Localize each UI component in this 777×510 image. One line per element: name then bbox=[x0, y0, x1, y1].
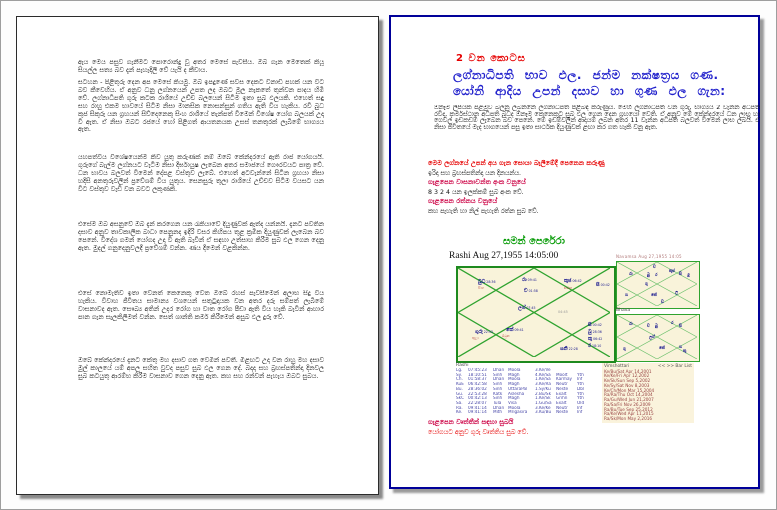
navamsa-header: Navamsa Aug 27,1955 14:05 bbox=[616, 254, 682, 259]
table-cell: Ke. bbox=[456, 410, 463, 415]
planet-label: ල bbox=[675, 289, 678, 294]
chart-caption: Rashi Aug 27,1955 14:05:00 bbox=[449, 251, 559, 261]
planet-label: ච bbox=[647, 323, 650, 328]
dasha-title: Vimshottari bbox=[604, 364, 630, 369]
planet-label: කේ $^{09:41}$ bbox=[506, 327, 524, 333]
planet-label: කු bbox=[683, 348, 687, 353]
table-cell: Moola bbox=[508, 368, 521, 372]
table-cell: Grihn bbox=[556, 396, 568, 401]
table-cell: Ra. bbox=[456, 405, 463, 410]
table-cell: Magh bbox=[508, 372, 520, 377]
planet-label: සි $^{00:42}$ bbox=[596, 282, 610, 288]
table-cell: Dbl bbox=[577, 386, 585, 391]
table-cell: 1.Sy/Ku bbox=[535, 386, 551, 391]
table-cell: Inf bbox=[577, 377, 583, 382]
rashi-chart bbox=[456, 266, 616, 363]
table-row bbox=[456, 410, 608, 415]
table-cell: Yth bbox=[577, 391, 584, 396]
dasha-row: Ra/Bu/Tue Sep 25,2012 bbox=[604, 406, 653, 412]
table-cell: Moola bbox=[508, 405, 521, 410]
positions-table-header: Rashi bbox=[456, 363, 469, 368]
table-cell: UttaraPal bbox=[508, 386, 528, 391]
table-cell: Mith bbox=[493, 410, 503, 415]
body-paragraph: ඔබේ කේන්දරයේ දැනට කේතු මහ දසාව ගත වෙමින් පවතී. මීළඟට උදා වන රාහු මහ දසාව මුල් කාලයේ යම් අපල සහිත වුවද පසුව සුබ ඵල ගෙන දේ. බදාදා සහ බ්‍රහස්පතින්දා දිනවල සුබ කටයුතු ආරම්භ කිරීම වාසනාව ගෙන දෙනු ඇත. කහ සහ රන්වන් පැහැය ඔබට සුබය. bbox=[78, 357, 324, 380]
planet-degree: 18:10 bbox=[591, 344, 602, 348]
table-cell: 09:41:14 bbox=[468, 405, 487, 410]
body-paragraph: යහපත්විය විශේෂයෙන්ම කිව යුතු කරුණක් නම් ඔබේ කේන්දරයේ ඇති රාජ යෝගයයි. ගුරුගේ බැල්ම ලග්නයට වැටීම නිසා දීර්ඝායුෂ ලැබෙන අතර සමාජයේ ගෞරවයට පාත්‍ර වේ. ධන භාවය බලවත් වීමෙන් දේපළ වස්තුව ලැබේ. එහෙත් අටවැන්නේ සිටින ග්‍රහයා නිසා හදිසි අනතුරුවලින් ප්‍රවේශම් විය යුතුය. සෙනසුරු තුලා රාශියේ උච්චව සිටීම වයසට යන විට වස්තුව වැඩි වන බවට ලකුණකි. bbox=[78, 154, 324, 193]
part-heading: 2 වන කොටස bbox=[456, 53, 526, 64]
table-cell: 1.Ke/Sk bbox=[535, 396, 551, 401]
attribute-line: 8 3 2 4 යන ඉලක්කම් සුබ අංක වේ. bbox=[428, 188, 524, 196]
table-cell: 18:10:51 bbox=[468, 372, 487, 377]
table-cell: Katk bbox=[493, 391, 503, 396]
planet-degree: 22:53 bbox=[482, 330, 493, 334]
dasha-row: Ke/Ch/Mon Mar 15,2004 bbox=[604, 387, 655, 393]
planet-label: ශ bbox=[679, 344, 682, 349]
table-cell: 3.Ke/Ra bbox=[535, 382, 551, 387]
dasha-row: Ra/Sa/Fri Nov 26,2009 bbox=[604, 401, 651, 407]
footer-line: යෝගයට අනුව ගුරු වෘත්තිය සුබ වේ. bbox=[428, 428, 529, 436]
attribute-line: ගැළපෙන රත්නය වනුයේ bbox=[428, 197, 498, 206]
table-cell: 1.Gu/Sa bbox=[535, 400, 552, 405]
table-cell: 00:42:13 bbox=[468, 396, 487, 401]
table-cell: Neutr bbox=[556, 405, 568, 410]
bhava-label: Bhava bbox=[616, 308, 631, 313]
planet-degree: 07:45 bbox=[525, 306, 536, 310]
planet-label: කු $^{06:42}$ bbox=[588, 336, 603, 342]
table-cell: Ch. bbox=[456, 377, 463, 382]
planet-label: සි $^{00:42}$ bbox=[588, 322, 602, 328]
table-cell: Magh bbox=[508, 396, 520, 401]
dasha-row: Ke/Sk/Sun Sep 5,2002 bbox=[604, 378, 651, 383]
table-cell: 28:36:02 bbox=[468, 386, 487, 391]
planet-label: රා bbox=[629, 321, 633, 326]
table-cell: 4.Ke/Sa bbox=[535, 372, 551, 377]
table-cell: Neste bbox=[556, 386, 569, 391]
navamsa-grid-icon bbox=[617, 262, 697, 306]
table-cell: Neste bbox=[556, 410, 569, 415]
table-cell: Sinh bbox=[493, 386, 503, 391]
main-title-line1: ලග්නාධිපති භාව ඵල. ජන්ම නක්ෂත්‍රය ගණ. bbox=[453, 68, 719, 82]
planet-degree: 28:36 bbox=[485, 280, 496, 284]
attribute-lines bbox=[428, 159, 758, 217]
planet-label: ගුරු $^{22:53}$ bbox=[475, 329, 493, 335]
bhava-chart bbox=[616, 314, 700, 362]
table-cell: 06:42:58 bbox=[468, 382, 487, 387]
attribute-line: ඉරිදා සහ බ්‍රහස්පතින්දා යන දිනයන්ය. bbox=[428, 169, 522, 177]
main-title bbox=[453, 68, 753, 99]
planet-label: ච $^{01:58}$ bbox=[524, 288, 538, 294]
intro-paragraph: ඕනෑම ලිපියක පළමුව බලනු ලබන්නේ ලග්නාධිපති පිළිබඳ කරුණුය. මෙහි ලග්නාධිපති වන ගුරු, භාග්‍යය 2 වැන්න අධිපති රවිද, කර්මස්ථාන අධිපති බුධද ඕනෑම කෙනෙකුට සුබ ඵල ගෙන දෙන ග්‍රහයෝ වෙති. ඒ අනුව මේ කේන්දරයේ ධන ලාභ හා ගෙවල් ඉඩකඩම් ලැබෙන බව පෙනේ. මේ ඉඩම්වලින් ආදායම් ලබන අතර 11 වැන්න අධිපති බලවත් වීමෙන් ලාභ ලබයි. ඒ නිසා ජීවිතයේ මැද භාගයෙන් පසු ඉතා සාර්ථක දියුණුවක් ළඟා කර ගත හැකි වනු ඇත. bbox=[434, 105, 760, 132]
dasha-list bbox=[602, 363, 694, 423]
table-cell: 3.Ku/Bu bbox=[535, 410, 552, 415]
planet-label: ශනි $^{22:28}$ bbox=[560, 346, 578, 352]
planet-label: ගු bbox=[645, 281, 648, 286]
planet-label: බුධ $^{28:36}$ bbox=[478, 279, 496, 285]
table-cell: Yth bbox=[577, 396, 584, 401]
footer-lines bbox=[428, 417, 748, 437]
dasha-row: Ra/Ra/Thu Oct 14,2004 bbox=[604, 392, 653, 398]
planet-label: රා $^{09:41}$ bbox=[522, 277, 537, 283]
planet-positions-table bbox=[456, 363, 608, 415]
planet-label: ඩ bbox=[661, 299, 664, 304]
dasha-row: Ke/Sy/Sat Nov 8,2003 bbox=[604, 382, 650, 388]
planet-label: ච bbox=[653, 264, 656, 269]
left-page-text bbox=[78, 59, 324, 418]
chart-person-name: සමන් පෙරේරා bbox=[503, 236, 565, 247]
planet-degree: 06:42 bbox=[592, 337, 603, 341]
table-cell: Dhan bbox=[493, 368, 505, 372]
table-cell: Sa. bbox=[456, 400, 463, 405]
planet-label: රා bbox=[629, 271, 633, 276]
table-cell: Lg. bbox=[456, 368, 463, 372]
table-cell: Tula bbox=[493, 400, 502, 405]
planet-label: 04:45 bbox=[558, 310, 568, 314]
table-cell: Exalt bbox=[556, 391, 567, 396]
table-cell: Sinh bbox=[493, 396, 503, 401]
planet-degree: 00:42 bbox=[599, 283, 610, 287]
body-paragraph: ඇය මෙය පසුව ගැනීමට පොරොන්දු වූ අතර මෙසේ පැවසීය. ඔබ ගැන මෙතෙක් කියූ සියල්ල සත්‍ය බව දැන් පැහැදිලි වේ යැයි ද කීවාය. bbox=[78, 59, 324, 74]
table-cell: Sy. bbox=[456, 372, 462, 377]
body-paragraph: එසේ නොමැතිව ඉතා වෙනත් කෙනෙකු වෙත ඔබේ රහස් පැවසීමෙන් අලාභ සිදු විය හැකිය. විවාහ ජීවිතය සාමාන්‍ය වශයෙන් සතුටුදායක වන අතර දරු සම්පත් ලැබීමේ වාසනාවද ඇත. සෞඛ්‍ය අතින් උදර රෝග හා වාත රෝග පීඩා ඇති විය හැකි බැවින් ආහාර පාන ගැන සැලකිලිමත් වන්න. සෙත් ශාන්ති කර්ම කිරීමෙන් අසුබ ඵල දුරු වේ. bbox=[78, 290, 324, 321]
planet-degree: 06:42 bbox=[571, 279, 582, 283]
planet-label: ලග් bbox=[649, 334, 655, 339]
table-cell: 22:28:07 bbox=[468, 400, 487, 405]
planet-label: කේ bbox=[651, 292, 657, 297]
page-left[interactable] bbox=[16, 16, 379, 495]
table-cell: Exalt bbox=[556, 400, 567, 405]
planet-degree: 01:58 bbox=[527, 289, 538, 293]
table-cell: KuE bbox=[456, 382, 464, 387]
table-cell: Magh bbox=[508, 382, 520, 387]
table-cell: Aslesha bbox=[508, 391, 525, 396]
planet-degree: 22:28 bbox=[567, 347, 578, 351]
table-cell: 2.Bu/Sk bbox=[535, 391, 552, 396]
table-cell: 1.Ke/Sa bbox=[535, 377, 551, 382]
navamsa-chart bbox=[616, 261, 700, 309]
planet-label: ශ bbox=[625, 292, 628, 297]
table-cell: Inf bbox=[577, 405, 583, 410]
table-cell: Old bbox=[577, 400, 585, 405]
table-cell: Moolt bbox=[556, 372, 568, 377]
planet-label: කුජ bbox=[669, 268, 675, 273]
page-right[interactable] bbox=[389, 15, 760, 489]
table-cell: Dhan bbox=[493, 377, 505, 382]
planet-degree: 09:41 bbox=[526, 278, 537, 282]
table-cell: Bu. bbox=[456, 386, 463, 391]
planet-degree: 09:41 bbox=[513, 328, 524, 332]
table-cell: 3.Ke/Ke bbox=[535, 405, 551, 410]
planet-label: සි bbox=[679, 323, 682, 328]
attribute-line: කහ පැහැති හා නිල් පැහැති රත්න සුබ වේ. bbox=[428, 207, 539, 215]
table-cell: Visa bbox=[508, 400, 517, 405]
table-cell: Inf bbox=[577, 410, 583, 415]
table-cell: Yth bbox=[577, 382, 584, 387]
dasha-row: Ra/Gu/Wed Jun 21,2007 bbox=[604, 397, 654, 402]
planet-label: කුජ $^{06:42}$ bbox=[564, 278, 582, 284]
table-cell: Sinh bbox=[493, 372, 503, 377]
table-cell: Moola bbox=[508, 377, 521, 382]
planet-label: බු bbox=[655, 323, 658, 328]
footer-line: ගැළපෙන වෘත්තීන් සඳහා සුබයි bbox=[428, 418, 514, 426]
planet-degree: 28:36 bbox=[591, 330, 602, 334]
table-cell: Yth bbox=[577, 372, 584, 377]
dasha-row: Ra/Sk/Mon May 2,2016 bbox=[604, 416, 653, 421]
dasha-row: Ke/Ke/Fri Apr 12,2002 bbox=[604, 373, 650, 379]
planet-label: මිථුන bbox=[502, 334, 510, 338]
planet-label: කේ bbox=[659, 345, 665, 350]
planet-label: සි bbox=[679, 271, 682, 276]
table-cell: 3.Ke/Ve bbox=[535, 368, 551, 372]
planet-label: ර $^{18:10}$ bbox=[588, 343, 602, 349]
table-cell: 09:41:14 bbox=[468, 410, 487, 415]
table-cell: Neutr bbox=[556, 382, 568, 387]
planet-label: ර bbox=[655, 272, 658, 277]
planet-label: සිංහ bbox=[478, 286, 484, 290]
planet-label: තුලා bbox=[472, 336, 479, 340]
planet-label: කටක bbox=[564, 286, 572, 290]
table-cell: SkC bbox=[456, 396, 465, 401]
planet-label: ලග් $^{07:45}$ bbox=[518, 305, 536, 311]
attribute-line: මෙම ලග්නයේ උපන් අය ගැන සොයා බැලීමේදී පෙනෙන කරුණු bbox=[428, 159, 605, 167]
table-cell: Dhan bbox=[493, 405, 505, 410]
table-cell: 22:53:28 bbox=[468, 391, 487, 396]
body-paragraph: එසේම ඔබ අසනුවේ ඔබ දැන් කරගෙන යන රැකියාවේ දියුණුවක් ඇත්ද යන්නයි. දැනට පවතින දසාව අනුව තාවකාලික බාධා පෙනුනද ඉදිරි වසර කිහිපය තුළ ක්‍රමික දියුණුවක් ලැබෙන බව පෙනේ. විදේශ ගමන් යෝගද උදා වී ඇති බැවින් ඒ සඳහා උත්සාහ කිරීම සුබ ඵල ගෙන දෙනු ඇත. මුදල් ගනුදෙනුවලදී ප්‍රවේශම් වන්න. ණය දීමෙන් වළකින්න. bbox=[78, 221, 324, 252]
planet-degree: 00:42 bbox=[591, 323, 602, 327]
planet-label: බු bbox=[647, 272, 650, 277]
table-cell: 01:58:37 bbox=[468, 377, 487, 382]
dasha-controls: << >> Bar List bbox=[657, 364, 692, 369]
main-title-line2: යෝනි ආදිය උපන් දසාව හා ගුණ ඵල ගැන: bbox=[453, 83, 726, 98]
body-paragraph: සටහන - පිළිතුරු දෙන අප මෙසේ කියමු. ඔබ ඉපදුණේ සවස දෙකට විනාඩි පහක් යන විට බව කීවෙහිය. ඒ අනුව ධනු ලග්නයෙන් උපත ලද ඔබට මූල නැකතේ තුන්වන පාදය හිමි වේ. ලග්නාධිපති ගුරු කටක රාශියේ උච්ච බලයෙන් සිටීම ඉතා සුබ ඵලයකි. එහෙත් සඳු සහ රාහු එකම භාවයේ සිටීම නිසා මානසික නොසන්සුන් ගතිය ඇති විය හැකිය. රවි බුධ කුජ සිකුරු යන ග්‍රහයන් සිව්දෙනෙකු සිංහ රාශියේ තැන්පත් වීමෙන් විශේෂ යෝග බලයක් උදා වී ඇත. ඒ නිසා ඔබට රජයේ හෝ පිළිගත් ආයතනයක උසස් තනතුරක් ලැබීමේ භාග්‍යය ඇත. bbox=[78, 79, 324, 134]
planet-label: බු $^{28:36}$ bbox=[588, 329, 602, 335]
planet-label: ර bbox=[671, 320, 674, 325]
table-cell: Karmay bbox=[556, 377, 573, 382]
table-cell: Mrigasira bbox=[508, 410, 528, 415]
table-cell: 07:45:23 bbox=[468, 368, 487, 372]
attribute-line: ගැළපෙන වාසනාවන්ත අංක වනුයේ bbox=[428, 178, 526, 187]
planet-label: ඕ bbox=[687, 273, 690, 278]
table-cell: Sinh bbox=[493, 382, 503, 387]
planet-label: ගු bbox=[623, 346, 626, 351]
dasha-row: Ke/Bu/Sat Apr 14,2001 bbox=[604, 368, 652, 374]
table-cell: Gu. bbox=[456, 391, 464, 396]
dasha-row: Ra/Ke/Wed Apr 11,2015 bbox=[604, 411, 654, 417]
